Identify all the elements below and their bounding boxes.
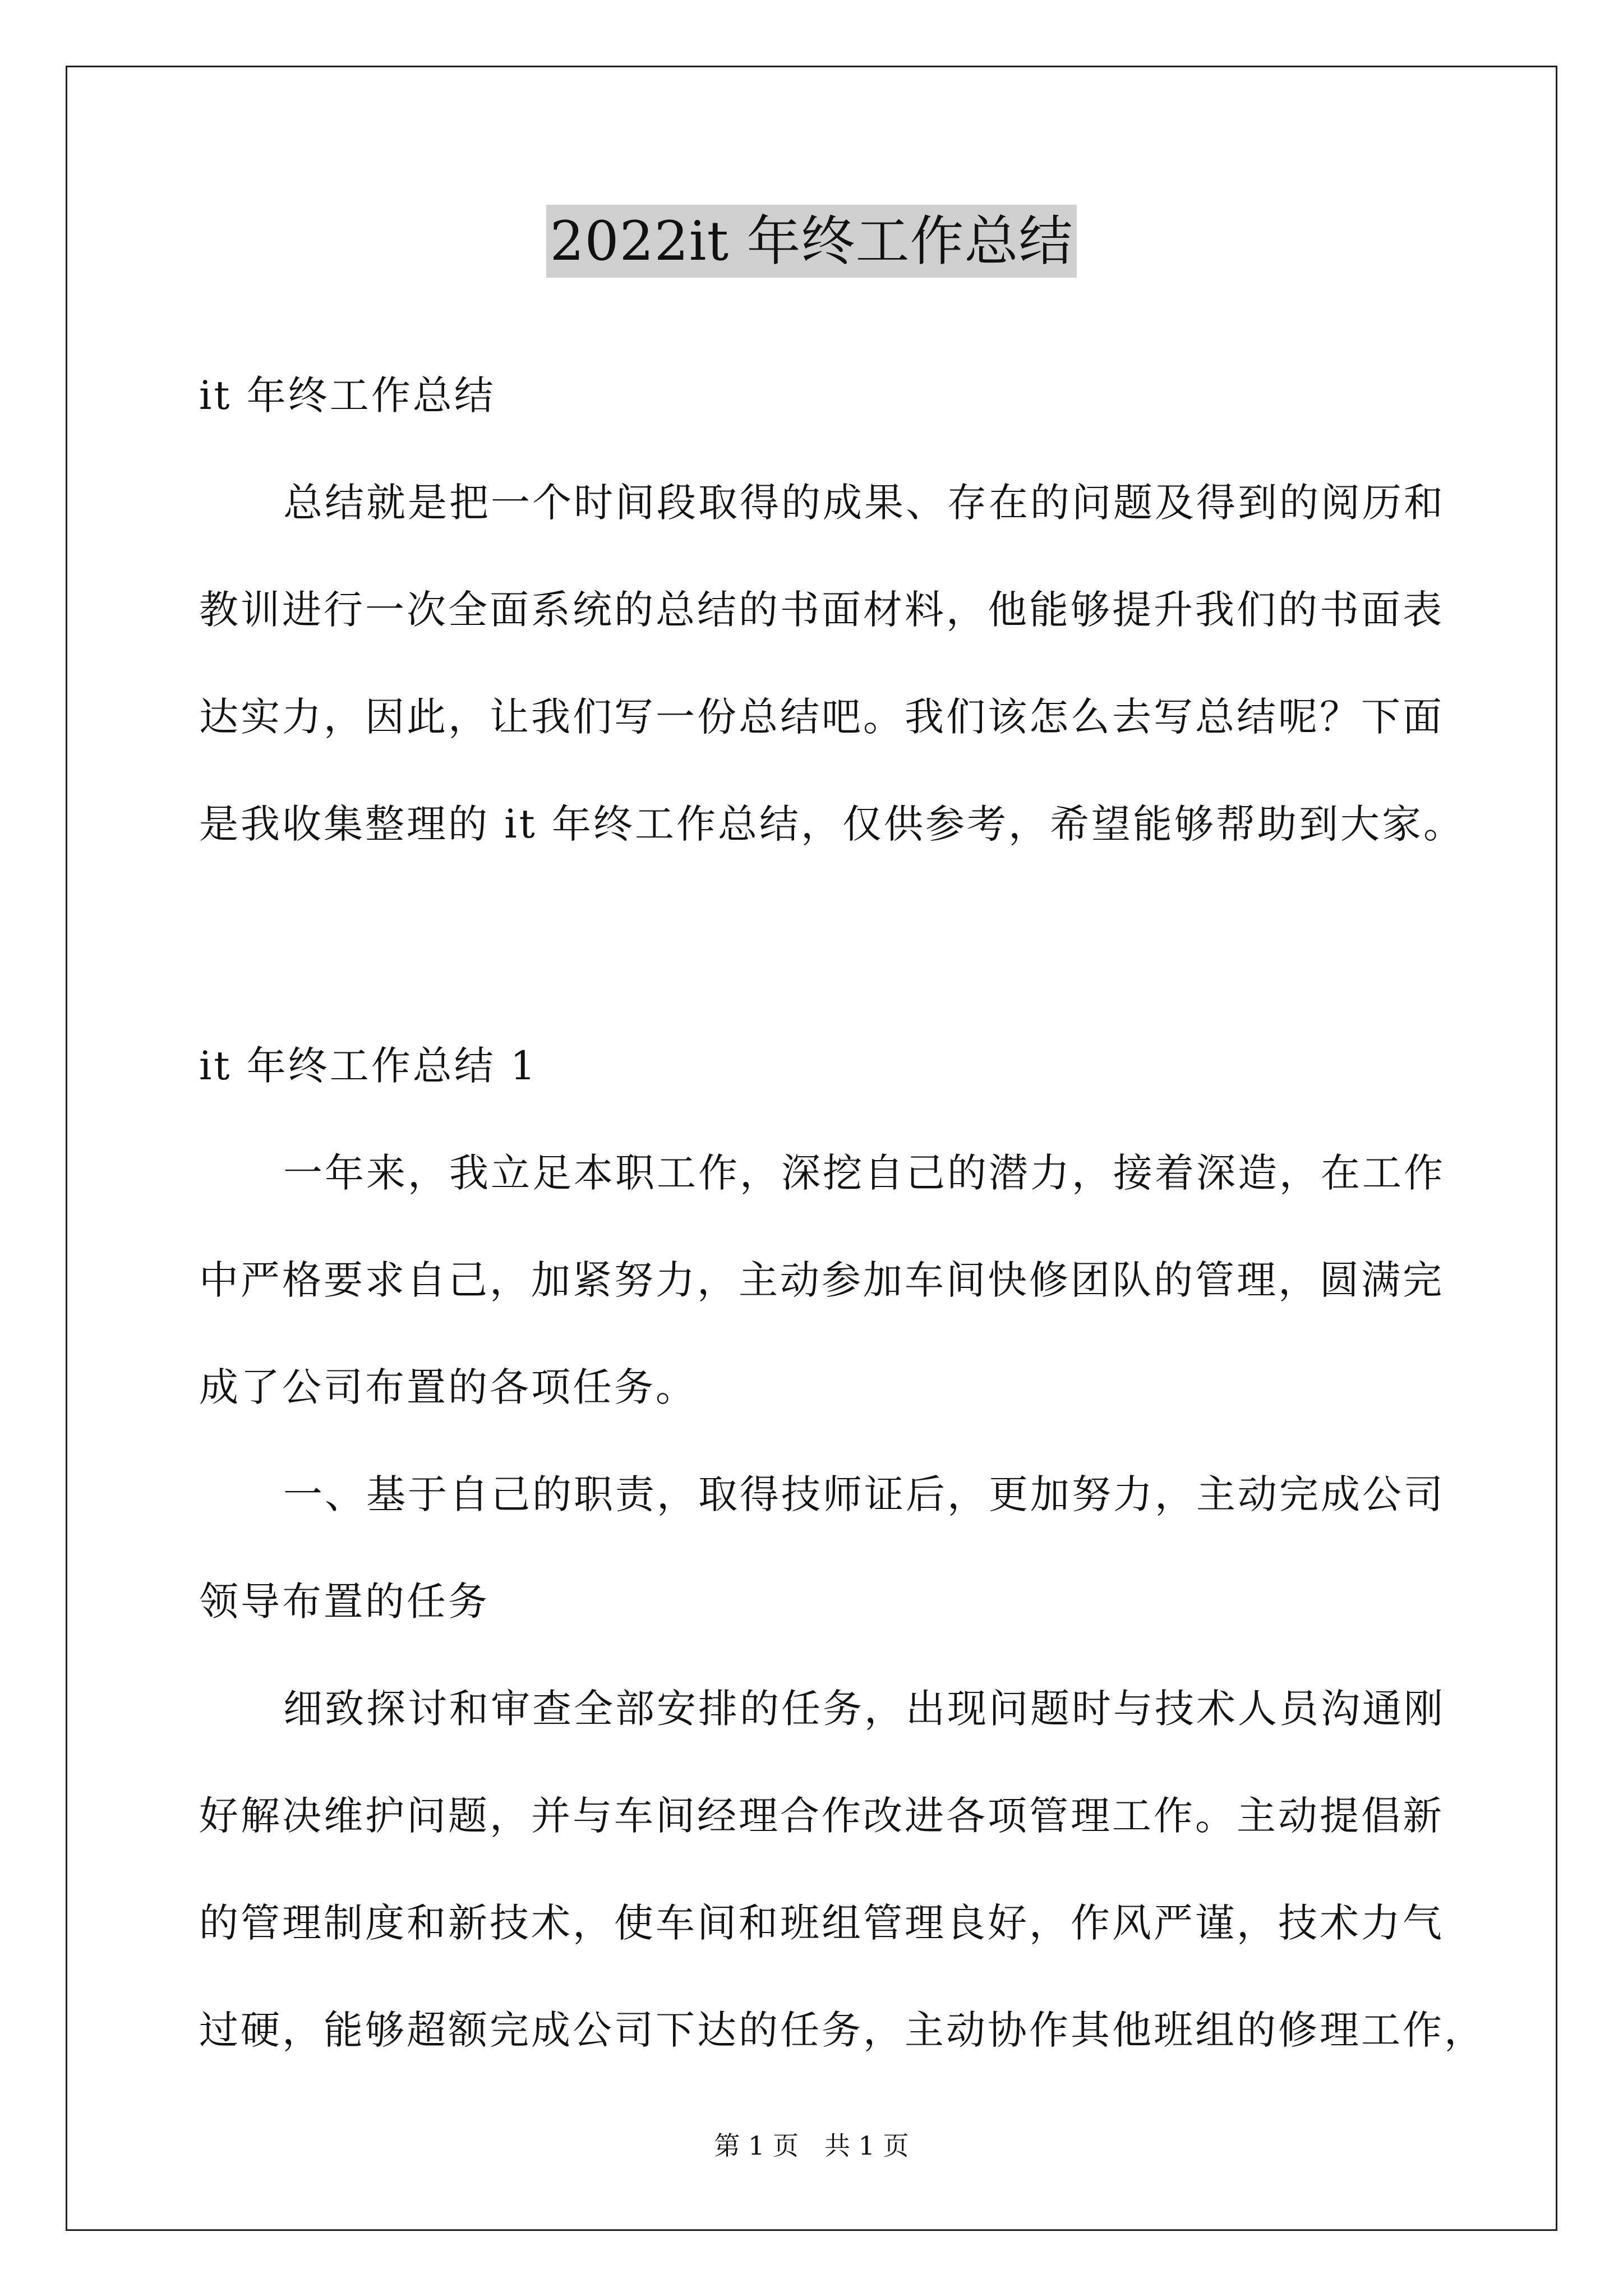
- title-container: [0, 205, 1623, 278]
- document-body: [199, 342, 1486, 2084]
- intro-line: 达实力，因此，让我们写一份总结吧。我们该怎么去写总结呢？下面: [199, 694, 1444, 740]
- intro-line: 总结就是把一个时间段取得的成果、存在的问题及得到的阅历和: [283, 480, 1445, 526]
- section-heading-intro: it 年终工作总结: [199, 372, 496, 418]
- paragraph-line: 的管理制度和新技术，使车间和班组管理良好，作风严谨，技术力气: [199, 1900, 1444, 1946]
- intro-line: 教训进行一次全面系统的总结的书面材料，他能够提升我们的书面表: [199, 587, 1444, 633]
- paragraph-line: 过硬，能够超额完成公司下达的任务，主动协作其他班组的修理工作，: [199, 2007, 1486, 2053]
- paragraph-line: 好解决维护问题，并与车间经理合作改进各项管理工作。主动提倡新: [199, 1793, 1444, 1839]
- paragraph-line: 一年来，我立足本职工作，深挖自己的潜力，接着深造，在工作: [283, 1150, 1445, 1196]
- paragraph-line: 细致探讨和审查全部安排的任务，出现问题时与技术人员沟通刚: [283, 1686, 1445, 1732]
- section-gap: [199, 878, 1433, 1013]
- page-footer: 第 1 页 共 1 页: [714, 2131, 909, 2161]
- intro-line: 是我收集整理的 it 年终工作总结，仅供参考，希望能够帮助到大家。: [199, 801, 1465, 847]
- document-title: 2022it 年终工作总结: [546, 205, 1076, 278]
- paragraph-line: 领导布置的任务: [199, 1579, 490, 1625]
- section-heading-1: it 年终工作总结 1: [199, 1043, 538, 1089]
- paragraph-line: 一、基于自己的职责，取得技师证后，更加努力，主动完成公司: [283, 1471, 1445, 1517]
- paragraph-line: 中严格要求自己，加紧努力，主动参加车间快修团队的管理，圆满完: [199, 1257, 1444, 1303]
- paragraph-line: 成了公司布置的各项任务。: [199, 1364, 697, 1410]
